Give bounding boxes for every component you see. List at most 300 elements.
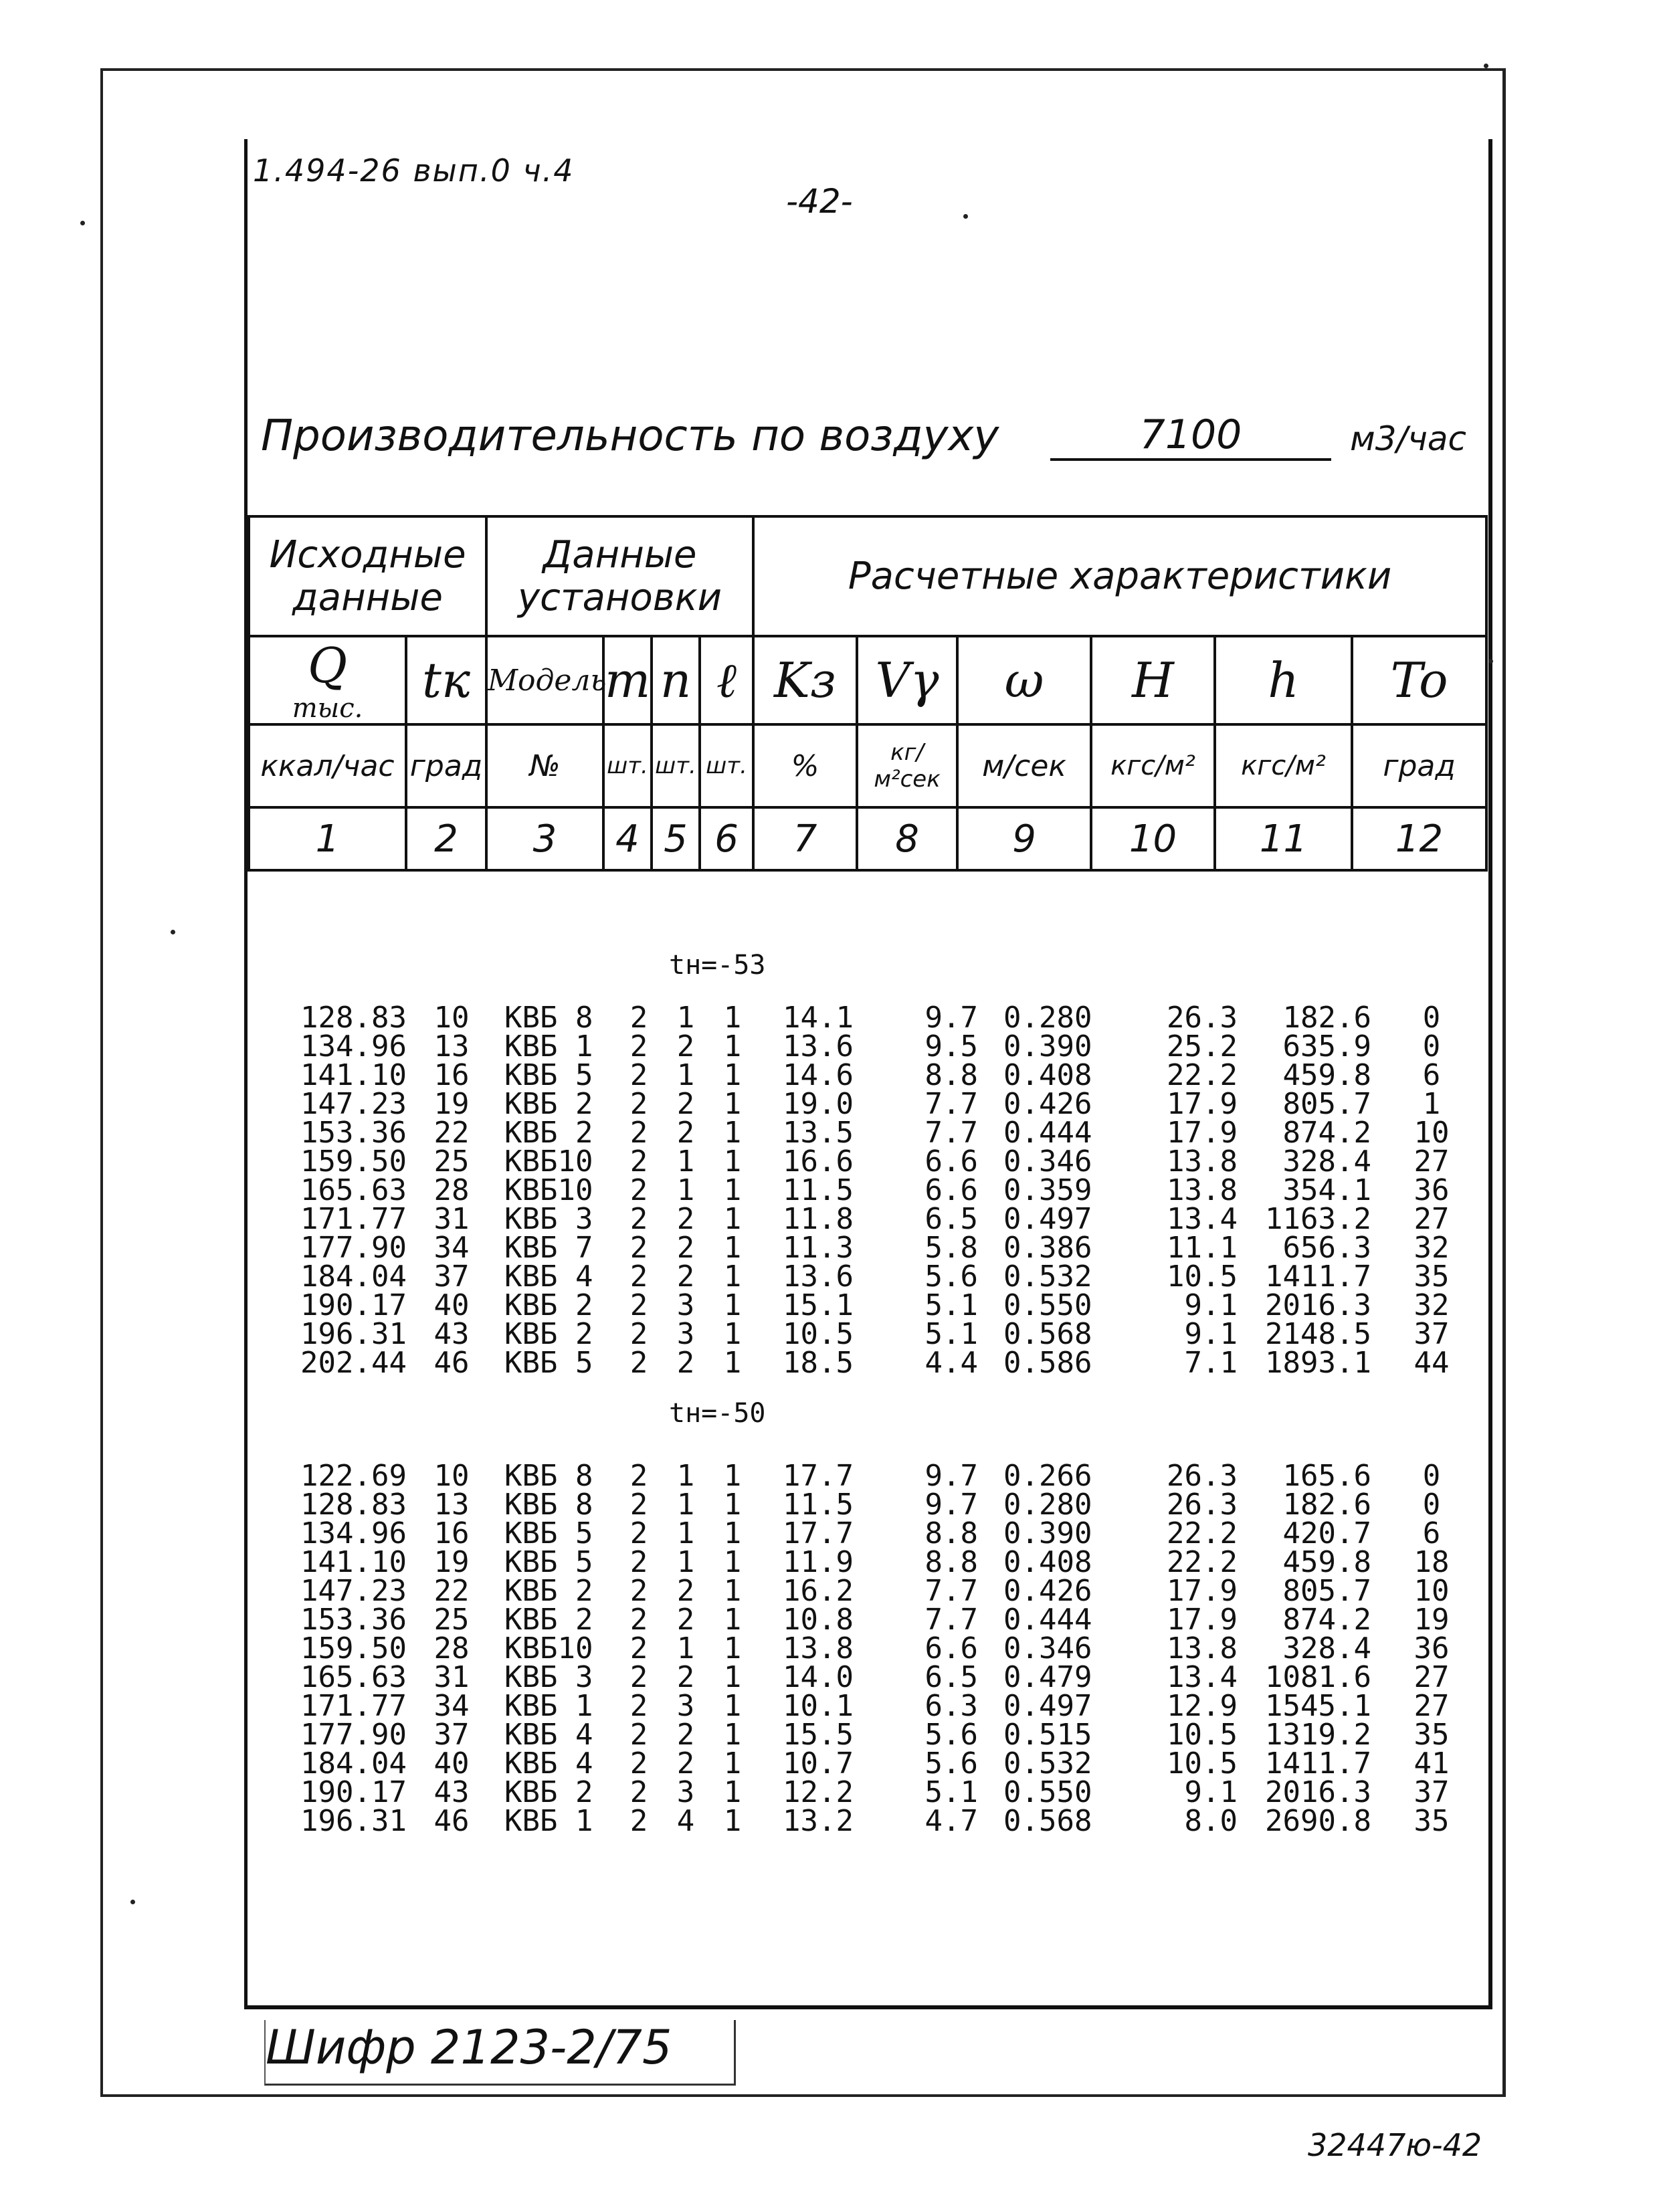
col-header-unit: кгс/м² (1215, 724, 1352, 807)
table-cell: 1893.1 (1265, 1346, 1371, 1380)
table-cell: 11.1 (1167, 1231, 1238, 1265)
table-cell: 1 (723, 1775, 742, 1809)
table-cell: КВБ 2 (504, 1775, 593, 1809)
table-cell: 0.497 (1003, 1202, 1092, 1236)
col-header-number: 11 (1215, 807, 1352, 870)
table-cell: 328.4 (1282, 1144, 1371, 1179)
table-cell: 10 (433, 1459, 470, 1493)
table-cell: 2 (676, 1231, 695, 1265)
table-cell: 32 (1413, 1231, 1450, 1265)
table-cell: 22.2 (1167, 1545, 1238, 1579)
table-row (248, 1116, 1485, 1150)
table-cell: 40 (433, 1288, 470, 1322)
table-cell: 171.77 (300, 1689, 407, 1723)
table-cell: 1 (723, 1202, 742, 1236)
table-cell: КВБ 8 (504, 1001, 593, 1035)
table-cell: 17.9 (1167, 1087, 1238, 1121)
table-cell: 13.5 (783, 1116, 854, 1150)
table-row (248, 1459, 1485, 1493)
table-cell: 2 (676, 1603, 695, 1637)
table-cell: 1 (723, 1660, 742, 1694)
table-cell: 1 (676, 1459, 695, 1493)
table-cell: 35 (1413, 1804, 1450, 1838)
table-cell: 13 (433, 1029, 470, 1064)
table-cell: 159.50 (300, 1144, 407, 1179)
table-cell: 19 (433, 1545, 470, 1579)
col-symbol-1: Q (307, 637, 348, 694)
table-cell: 10 (1413, 1574, 1450, 1608)
table-cell: 1081.6 (1265, 1660, 1371, 1694)
table-cell: 177.90 (300, 1231, 407, 1265)
table-cell: 184.04 (300, 1260, 407, 1294)
col-header-number: 4 (603, 807, 652, 870)
table-cell: 43 (433, 1317, 470, 1351)
table-cell: 0.568 (1003, 1804, 1092, 1838)
col-header-unit: шт. (700, 724, 753, 807)
table-cell: КВБ 2 (504, 1603, 593, 1637)
table-cell: 32 (1413, 1288, 1450, 1322)
col-header-unit: шт. (652, 724, 700, 807)
table-cell: 1 (723, 1087, 742, 1121)
table-cell: 9.5 (924, 1029, 978, 1064)
table-cell: 19 (433, 1087, 470, 1121)
table-cell: 13.6 (783, 1029, 854, 1064)
table-row (248, 1173, 1485, 1207)
table-cell: 26.3 (1167, 1488, 1238, 1522)
speck (1484, 64, 1488, 68)
table-row (248, 1144, 1485, 1179)
table-cell: 141.10 (300, 1545, 407, 1579)
table-cell: 13.8 (1167, 1144, 1238, 1179)
table-cell: 22.2 (1167, 1516, 1238, 1550)
table-cell: 147.23 (300, 1574, 407, 1608)
table-cell: 11.5 (783, 1173, 854, 1207)
table-cell: 37 (1413, 1775, 1450, 1809)
table-cell: 165.63 (300, 1173, 407, 1207)
table-cell: 13.4 (1167, 1202, 1238, 1236)
table-cell: 44 (1413, 1346, 1450, 1380)
table-cell: 196.31 (300, 1804, 407, 1838)
table-cell: 0.280 (1003, 1001, 1092, 1035)
table-cell: 3 (676, 1775, 695, 1809)
table-cell: 17.7 (783, 1516, 854, 1550)
table-cell: КВБ 3 (504, 1202, 593, 1236)
table-cell: 10.1 (783, 1689, 854, 1723)
table-cell: КВБ 4 (504, 1718, 593, 1752)
table-cell: 10.5 (1167, 1746, 1238, 1781)
table-cell: 171.77 (300, 1202, 407, 1236)
table-cell: 0.586 (1003, 1346, 1092, 1380)
table-cell: 1 (723, 1488, 742, 1522)
col-header-symbol: Vγ (857, 636, 957, 724)
table-cell: 22 (433, 1574, 470, 1608)
table-cell: 5.6 (924, 1260, 978, 1294)
table-row (248, 1058, 1485, 1092)
table-cell: 37 (433, 1718, 470, 1752)
table-row (248, 1087, 1485, 1121)
col-header-symbol: Kз (753, 636, 857, 724)
table-cell: 18 (1413, 1545, 1450, 1579)
group-source-header: Исходные данные (249, 516, 486, 636)
table-cell: 190.17 (300, 1775, 407, 1809)
table-cell: 2 (629, 1173, 648, 1207)
table-cell: 1 (723, 1317, 742, 1351)
table-cell: 5.6 (924, 1718, 978, 1752)
table-cell: 2 (629, 1689, 648, 1723)
table-cell: 196.31 (300, 1317, 407, 1351)
performance-label: Производительность по воздуху (261, 411, 999, 461)
table-cell: 1 (723, 1144, 742, 1179)
table-cell: КВБ 2 (504, 1288, 593, 1322)
table-cell: 15.5 (783, 1718, 854, 1752)
table-cell: 35 (1413, 1718, 1450, 1752)
table-cell: 14.1 (783, 1001, 854, 1035)
table-cell: 2 (676, 1574, 695, 1608)
table-cell: 28 (433, 1173, 470, 1207)
col-header-number: 3 (486, 807, 603, 870)
table-cell: 1 (1422, 1087, 1441, 1121)
table-cell: 2 (676, 1116, 695, 1150)
table-cell: 1 (723, 1346, 742, 1380)
table-cell: 0.386 (1003, 1231, 1092, 1265)
table-row (248, 1001, 1485, 1035)
table-cell: 459.8 (1282, 1545, 1371, 1579)
col-header-unit: м/сек (957, 724, 1091, 807)
speck (963, 214, 968, 219)
table-cell: КВБ 1 (504, 1689, 593, 1723)
table-cell: 1411.7 (1265, 1746, 1371, 1781)
table-cell: 17.9 (1167, 1603, 1238, 1637)
table-cell: 1 (676, 1631, 695, 1666)
table-cell: 28 (433, 1631, 470, 1666)
table-cell: 3 (676, 1689, 695, 1723)
table-cell: 0.426 (1003, 1087, 1092, 1121)
table-cell: 128.83 (300, 1488, 407, 1522)
table-cell: 1 (723, 1029, 742, 1064)
table-row (248, 1775, 1485, 1809)
table-cell: 153.36 (300, 1116, 407, 1150)
table-cell: 8.8 (924, 1516, 978, 1550)
table-cell: 202.44 (300, 1346, 407, 1380)
table-cell: 9.7 (924, 1459, 978, 1493)
table-cell: 2 (629, 1775, 648, 1809)
col-header-number: 9 (957, 807, 1091, 870)
table-cell: 2 (676, 1087, 695, 1121)
table-cell: 0.497 (1003, 1689, 1092, 1723)
table-cell: 0 (1422, 1001, 1441, 1035)
table-cell: 15.1 (783, 1288, 854, 1322)
table-cell: 7.7 (924, 1116, 978, 1150)
table-cell: 10.5 (783, 1317, 854, 1351)
table-cell: 2016.3 (1265, 1775, 1371, 1809)
table-cell: 1 (723, 1718, 742, 1752)
table-cell: 2 (629, 1058, 648, 1092)
table-cell: 9.7 (924, 1001, 978, 1035)
table-cell: 17.9 (1167, 1116, 1238, 1150)
table-cell: КВБ 5 (504, 1346, 593, 1380)
table-cell: 190.17 (300, 1288, 407, 1322)
table-cell: 184.04 (300, 1746, 407, 1781)
col-header-symbol: To (1352, 636, 1486, 724)
table-cell: 1 (723, 1574, 742, 1608)
table-cell: 17.9 (1167, 1574, 1238, 1608)
table-cell: 19 (1413, 1603, 1450, 1637)
table-row (248, 1804, 1485, 1838)
table-header (248, 515, 1488, 872)
table-row (248, 1488, 1485, 1522)
table-cell: 11.8 (783, 1202, 854, 1236)
table-cell: 2 (629, 1029, 648, 1064)
table-cell: 34 (433, 1231, 470, 1265)
table-cell: 2690.8 (1265, 1804, 1371, 1838)
table-cell: КВБ 4 (504, 1260, 593, 1294)
table-cell: 1163.2 (1265, 1202, 1371, 1236)
col-header-symbol: h (1215, 636, 1352, 724)
table-row (248, 1660, 1485, 1694)
table-cell: 1 (723, 1603, 742, 1637)
table-cell: 5.1 (924, 1288, 978, 1322)
table-cell: 7.1 (1184, 1346, 1238, 1380)
table-cell: 2 (629, 1631, 648, 1666)
table-cell: 0.408 (1003, 1058, 1092, 1092)
table-cell: 0.426 (1003, 1574, 1092, 1608)
table-cell: 2 (629, 1746, 648, 1781)
table-cell: 12.2 (783, 1775, 854, 1809)
table-cell: 1 (676, 1488, 695, 1522)
table-cell: 1 (723, 1058, 742, 1092)
table-cell: 1 (723, 1116, 742, 1150)
table-cell: 31 (433, 1660, 470, 1694)
table-cell: 4.7 (924, 1804, 978, 1838)
table-cell: 0.346 (1003, 1144, 1092, 1179)
table-cell: 27 (1413, 1202, 1450, 1236)
table-cell: 165.6 (1282, 1459, 1371, 1493)
table-cell: 34 (433, 1689, 470, 1723)
table-row (248, 1746, 1485, 1781)
table-cell: 13.2 (783, 1804, 854, 1838)
col-header-number: 8 (857, 807, 957, 870)
col-header-unit: ккал/час (249, 724, 406, 807)
table-cell: 37 (1413, 1317, 1450, 1351)
table-cell: 19.0 (783, 1087, 854, 1121)
table-cell: 1 (723, 1804, 742, 1838)
table-cell: 805.7 (1282, 1087, 1371, 1121)
col-header-unit: кг/м²сек (857, 724, 957, 807)
table-cell: 0.408 (1003, 1545, 1092, 1579)
table-cell: 0.390 (1003, 1029, 1092, 1064)
table-cell: 165.63 (300, 1660, 407, 1694)
table-cell: 0.266 (1003, 1459, 1092, 1493)
table-cell: 41 (1413, 1746, 1450, 1781)
performance-line (261, 411, 1485, 465)
table-cell: КВБ 8 (504, 1488, 593, 1522)
table-cell: 2 (676, 1029, 695, 1064)
page-number: -42- (786, 182, 853, 221)
section-title-tn53: tн=-53 (669, 950, 766, 981)
table-cell: 13.8 (1167, 1631, 1238, 1666)
table-cell: 420.7 (1282, 1516, 1371, 1550)
table-cell: 1 (723, 1231, 742, 1265)
table-cell: 6.3 (924, 1689, 978, 1723)
table-cell: 3 (676, 1317, 695, 1351)
table-cell: 5.1 (924, 1317, 978, 1351)
table-cell: 4 (676, 1804, 695, 1838)
table-cell: 13.8 (783, 1631, 854, 1666)
table-cell: 35 (1413, 1260, 1450, 1294)
table-cell: КВБ 2 (504, 1087, 593, 1121)
table-cell: 18.5 (783, 1346, 854, 1380)
table-cell: 2 (629, 1603, 648, 1637)
col-header-number: 10 (1091, 807, 1215, 870)
table-cell: 13.4 (1167, 1660, 1238, 1694)
table-cell: 1 (723, 1746, 742, 1781)
table-row (248, 1231, 1485, 1265)
table-cell: 13.8 (1167, 1173, 1238, 1207)
table-cell: 874.2 (1282, 1116, 1371, 1150)
table-cell: 0 (1422, 1459, 1441, 1493)
group-install-header: Данные установки (486, 516, 753, 636)
table-cell: 43 (433, 1775, 470, 1809)
table-cell: 46 (433, 1804, 470, 1838)
table-cell: 0.568 (1003, 1317, 1092, 1351)
table-cell: 1 (676, 1545, 695, 1579)
table-cell: 159.50 (300, 1631, 407, 1666)
table-cell: 2 (676, 1660, 695, 1694)
table-row (248, 1202, 1485, 1236)
table-cell: 9.1 (1184, 1775, 1238, 1809)
table-cell: 177.90 (300, 1718, 407, 1752)
table-row (248, 1545, 1485, 1579)
table-cell: 10.7 (783, 1746, 854, 1781)
table-cell: 9.7 (924, 1488, 978, 1522)
table-cell: 0 (1422, 1029, 1441, 1064)
table-row (248, 1574, 1485, 1608)
table-cell: 153.36 (300, 1603, 407, 1637)
table-cell: 22 (433, 1116, 470, 1150)
table-cell: 1 (676, 1001, 695, 1035)
table-cell: 14.0 (783, 1660, 854, 1694)
table-cell: 10 (1413, 1116, 1450, 1150)
table-cell: 16 (433, 1516, 470, 1550)
table-cell: 0.515 (1003, 1718, 1092, 1752)
table-row (248, 1516, 1485, 1550)
table-cell: КВБ 4 (504, 1746, 593, 1781)
speck (171, 930, 175, 934)
table-cell: 1 (723, 1260, 742, 1294)
table-cell: 5.8 (924, 1231, 978, 1265)
table-cell: 1411.7 (1265, 1260, 1371, 1294)
table-row (248, 1631, 1485, 1666)
table-cell: 2 (676, 1260, 695, 1294)
table-cell: 2 (629, 1488, 648, 1522)
table-cell: 2 (629, 1804, 648, 1838)
table-cell: 2 (629, 1545, 648, 1579)
table-cell: 1 (723, 1545, 742, 1579)
table-row (248, 1346, 1485, 1380)
table-cell: 7.7 (924, 1603, 978, 1637)
table-cell: 0.532 (1003, 1260, 1092, 1294)
performance-unit: м3/час (1349, 419, 1467, 458)
table-cell: КВБ 2 (504, 1116, 593, 1150)
table-cell: 37 (433, 1260, 470, 1294)
table-cell: 8.8 (924, 1058, 978, 1092)
table-cell: 10.5 (1167, 1718, 1238, 1752)
table-cell: 656.3 (1282, 1231, 1371, 1265)
table-cell: 2 (676, 1346, 695, 1380)
col-header-symbol: tк (406, 636, 486, 724)
table-cell: 25.2 (1167, 1029, 1238, 1064)
table-cell: 2 (629, 1574, 648, 1608)
table-cell: 9.1 (1184, 1288, 1238, 1322)
table-cell: 10.8 (783, 1603, 854, 1637)
table-cell: 2 (629, 1001, 648, 1035)
table-cell: 0.479 (1003, 1660, 1092, 1694)
table-cell: 10 (433, 1001, 470, 1035)
table-cell: 1319.2 (1265, 1718, 1371, 1752)
table-cell: 2 (676, 1202, 695, 1236)
table-cell: 11.3 (783, 1231, 854, 1265)
col-header-symbol: H (1091, 636, 1215, 724)
table-cell: 0 (1422, 1488, 1441, 1522)
table-cell: 2 (629, 1288, 648, 1322)
col-header-number: 12 (1352, 807, 1486, 870)
table-row (248, 1689, 1485, 1723)
table-cell: 6.5 (924, 1660, 978, 1694)
table-cell: 46 (433, 1346, 470, 1380)
table-cell: 128.83 (300, 1001, 407, 1035)
table-cell: 1 (676, 1516, 695, 1550)
table-cell: 1 (676, 1144, 695, 1179)
col-header-symbol: ω (957, 636, 1091, 724)
table-cell: 11.9 (783, 1545, 854, 1579)
col-header-symbol: m (603, 636, 652, 724)
table-cell: 0.550 (1003, 1288, 1092, 1322)
table-cell: 36 (1413, 1631, 1450, 1666)
table-cell: 0.390 (1003, 1516, 1092, 1550)
table-cell: 2 (676, 1718, 695, 1752)
table-cell: 27 (1413, 1144, 1450, 1179)
table-cell: 8.0 (1184, 1804, 1238, 1838)
table-cell: 3 (676, 1288, 695, 1322)
col-header-number: 7 (753, 807, 857, 870)
table-cell: 12.9 (1167, 1689, 1238, 1723)
table-cell: 2 (629, 1516, 648, 1550)
table-cell: 141.10 (300, 1058, 407, 1092)
table-cell: 11.5 (783, 1488, 854, 1522)
table-cell: 9.1 (1184, 1317, 1238, 1351)
col-header-number: 5 (652, 807, 700, 870)
table-cell: 13.6 (783, 1260, 854, 1294)
table-cell: КВБ10 (504, 1173, 593, 1207)
table-cell: 7.7 (924, 1087, 978, 1121)
table-row (248, 1603, 1485, 1637)
table-cell: 635.9 (1282, 1029, 1371, 1064)
col-header-unit: кгс/м² (1091, 724, 1215, 807)
col-header-number: 2 (406, 807, 486, 870)
table-cell: 22.2 (1167, 1058, 1238, 1092)
speck (130, 1900, 135, 1904)
table-cell: 122.69 (300, 1459, 407, 1493)
table-cell: 354.1 (1282, 1173, 1371, 1207)
table-cell: КВБ 5 (504, 1058, 593, 1092)
speck (1488, 659, 1493, 664)
table-cell: 805.7 (1282, 1574, 1371, 1608)
table-cell: КВБ 1 (504, 1804, 593, 1838)
table-cell: 2 (629, 1087, 648, 1121)
table-cell: КВБ 5 (504, 1545, 593, 1579)
table-cell: 2 (629, 1346, 648, 1380)
table-cell: 25 (433, 1603, 470, 1637)
